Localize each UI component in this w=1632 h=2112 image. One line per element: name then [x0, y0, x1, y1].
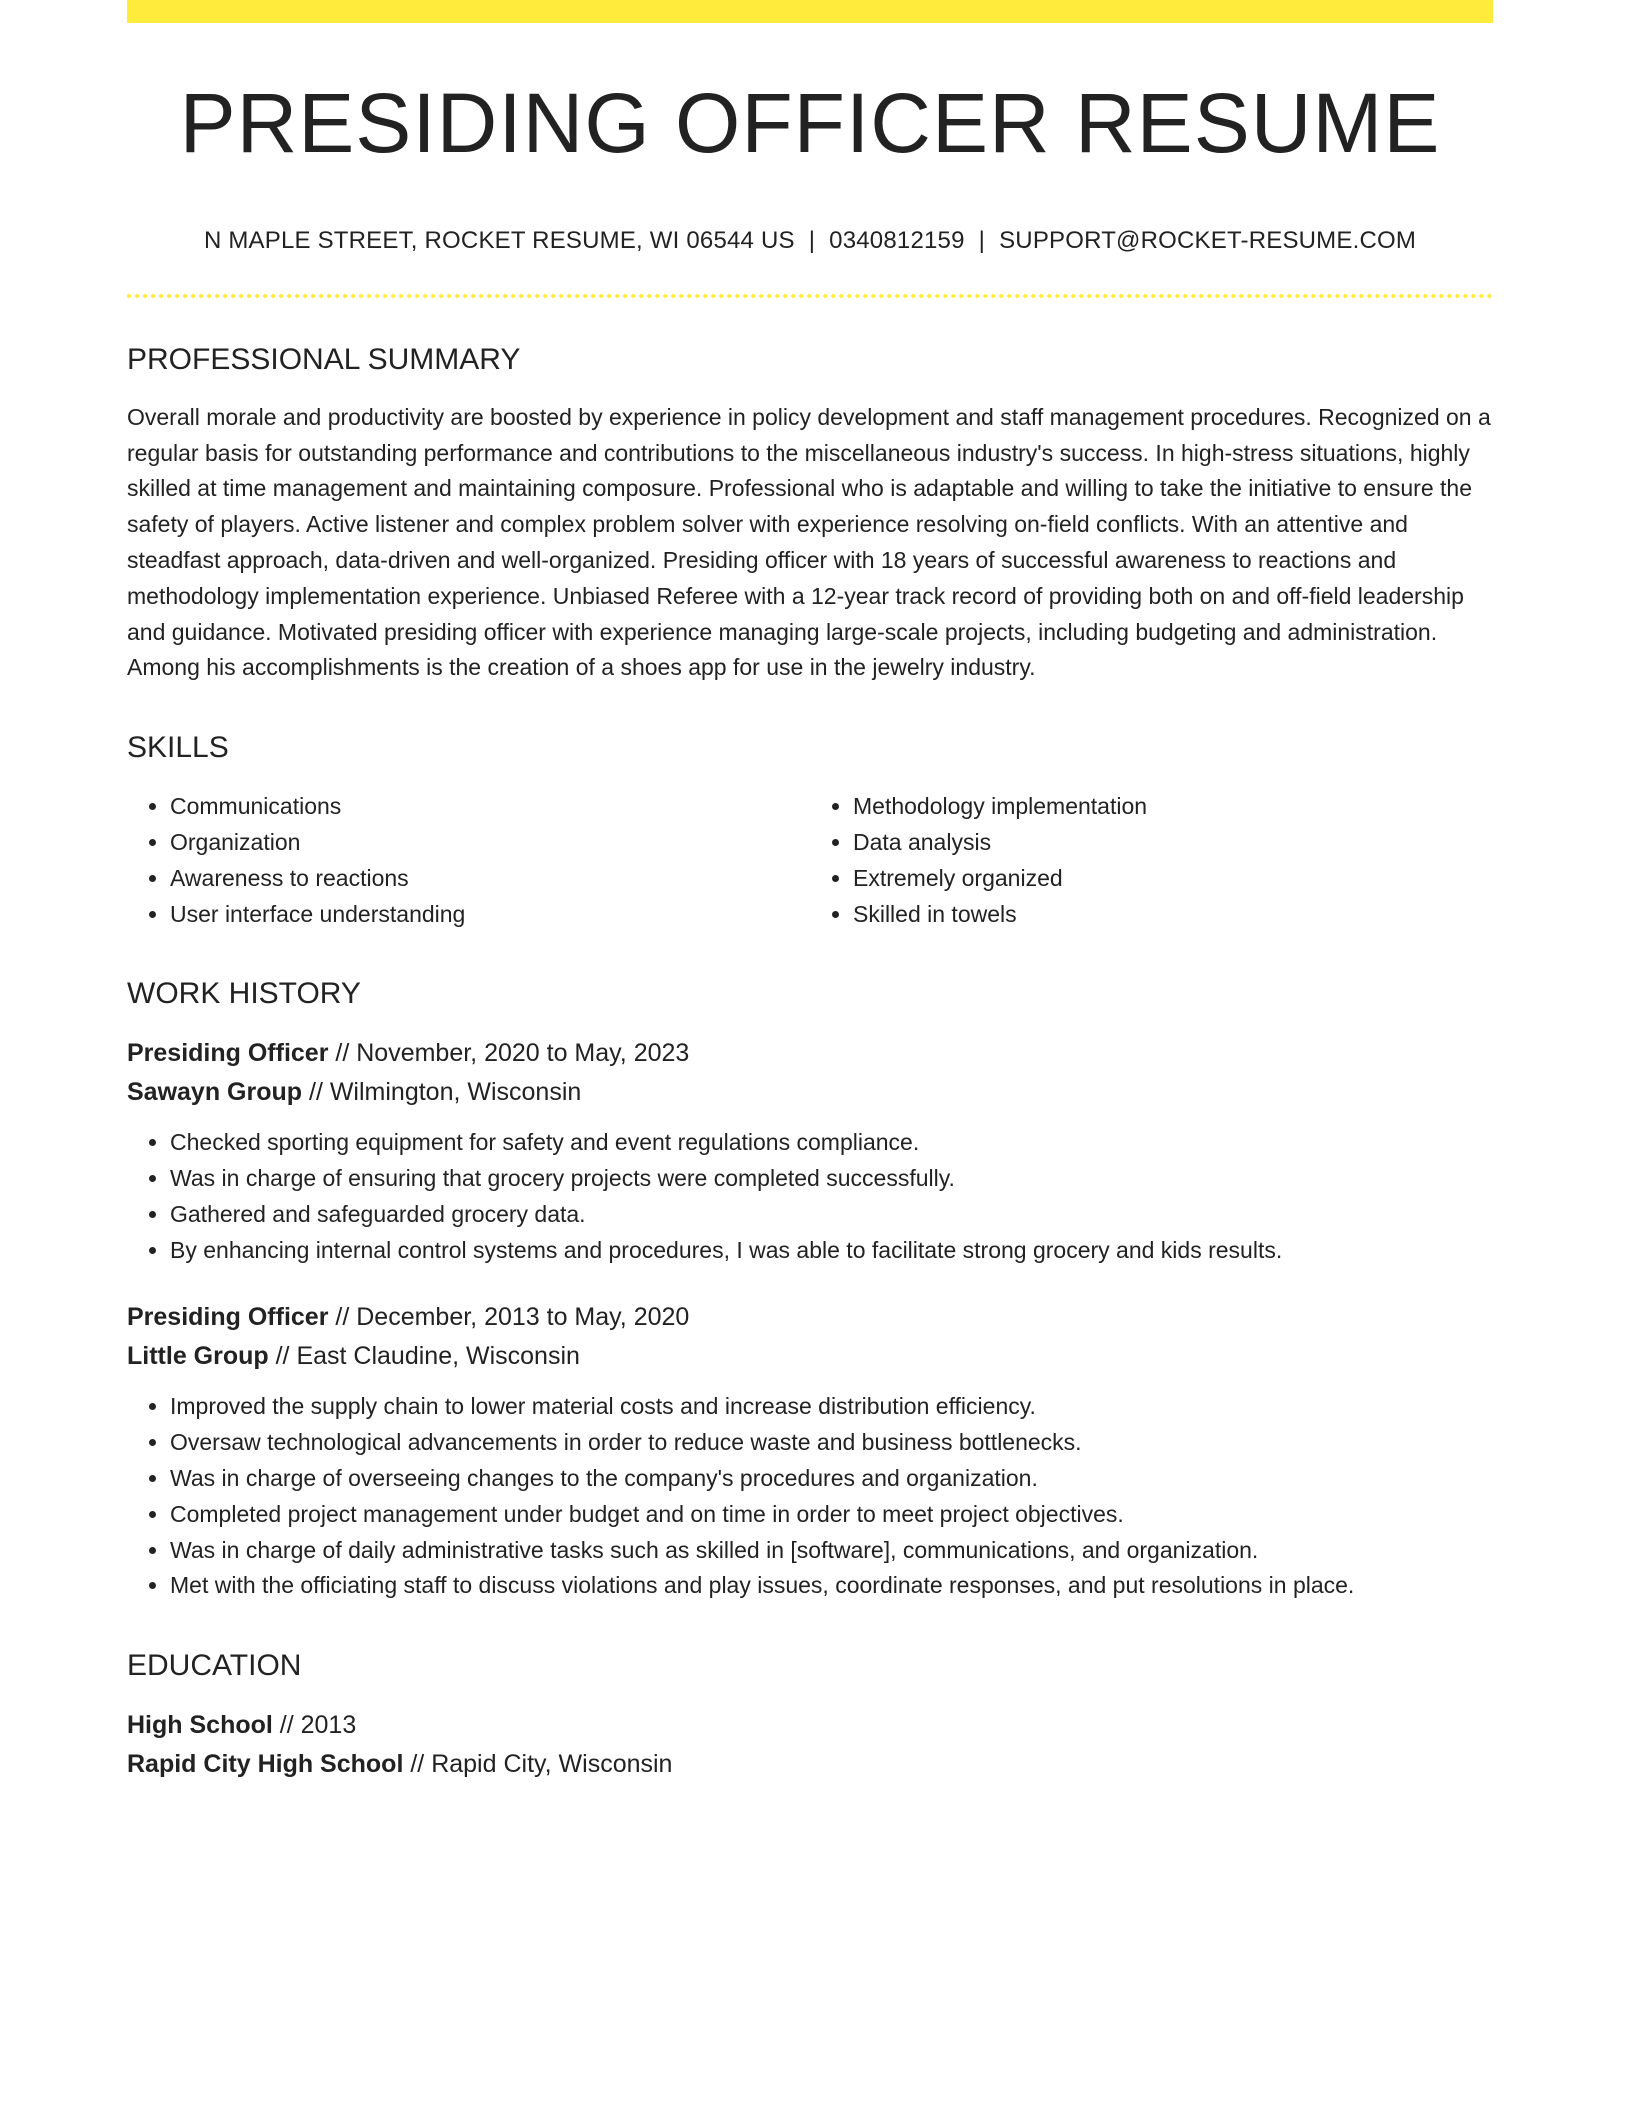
job-bullets — [127, 1389, 1493, 1604]
top-accent-bar — [127, 0, 1493, 23]
contact-line — [127, 227, 1493, 256]
skill-item: • Data analysis — [853, 824, 1493, 860]
contact-separator: | — [808, 227, 816, 254]
job-role: Presiding Officer — [127, 1303, 329, 1332]
contact-phone: 0340812159 — [829, 227, 965, 254]
job-bullet: • Completed project management under budget and on time in order to meet project objectives. — [170, 1497, 1493, 1533]
job-bullet: • By enhancing internal control systems and procedures, I was able to facilitate strong grocery and kids results. — [170, 1233, 1493, 1269]
work-history-heading: WORK HISTORY — [127, 977, 361, 1011]
resume-title: PRESIDING OFFICER RESUME — [179, 76, 1441, 170]
skills-column-left — [127, 788, 810, 932]
contact-separator: | — [978, 227, 986, 254]
skill-item: • Communications — [170, 788, 810, 824]
job-location: // East Claudine, Wisconsin — [268, 1341, 580, 1370]
job-entry — [127, 1034, 1493, 1268]
job-dates: // December, 2013 to May, 2020 — [328, 1303, 690, 1332]
skill-item: • Skilled in towels — [853, 896, 1493, 932]
job-role-line — [127, 1034, 1493, 1073]
job-role: Presiding Officer — [127, 1039, 329, 1068]
job-bullet: • Improved the supply chain to lower material costs and increase distribution efficiency. — [170, 1389, 1493, 1425]
job-bullet: • Oversaw technological advancements in order to reduce waste and business bottlenecks. — [170, 1425, 1493, 1461]
skills-column-right — [810, 788, 1493, 932]
skills-heading: SKILLS — [127, 731, 229, 765]
skill-item: • User interface understanding — [170, 896, 810, 932]
summary-heading: PROFESSIONAL SUMMARY — [127, 342, 521, 376]
job-role-line — [127, 1298, 1493, 1337]
job-location: // Wilmington, Wisconsin — [302, 1077, 582, 1106]
job-bullet: • Met with the officiating staff to discuss violations and play issues, coordinate responses, and put resolutions in place. — [170, 1568, 1493, 1604]
contact-address: N MAPLE STREET, ROCKET RESUME, WI 06544 US — [203, 227, 795, 254]
job-company-line — [127, 1337, 1493, 1376]
dotted-divider — [127, 294, 1493, 298]
education-year: // 2013 — [272, 1711, 357, 1740]
job-company-line — [127, 1073, 1493, 1112]
education-degree-line — [127, 1706, 1493, 1745]
education-degree: High School — [127, 1711, 273, 1740]
job-bullet: • Gathered and safeguarded grocery data. — [170, 1197, 1493, 1233]
education-heading: EDUCATION — [127, 1649, 302, 1683]
job-bullet: • Checked sporting equipment for safety and event regulations compliance. — [170, 1125, 1493, 1161]
resume-page — [127, 0, 1493, 1783]
skill-item: • Awareness to reactions — [170, 860, 810, 896]
contact-email: SUPPORT@ROCKET-RESUME.COM — [999, 227, 1417, 254]
job-company: Little Group — [127, 1341, 269, 1370]
education-entry — [127, 1706, 1493, 1783]
education-location: // Rapid City, Wisconsin — [403, 1749, 673, 1778]
summary-text: Overall morale and productivity are boosted by experience in policy development and staff management procedures. Recognized on a regular basis for outstanding performance and contributions to the miscellaneous industry's success. In high-stress situations, highly skilled at time management and maintaining composure. Professional who is adaptable and willing to take the initiative to ensure the safety of players. Active listener and complex problem solver with experience resolving on-field conflicts. With an attentive and steadfast approach, data-driven and well-organized. Presiding officer with 18 years of successful awareness to reactions and methodology implementation experience. Unbiased Referee with a 12-year track record of providing both on and off-field leadership and guidance. Motivated presiding officer with experience managing large-scale projects, including budgeting and administration. Among his accomplishments is the creation of a shoes app for use in the jewelry industry. — [127, 403, 1491, 681]
job-bullet: • Was in charge of overseeing changes to the company's procedures and organization. — [170, 1461, 1493, 1497]
skill-item: • Extremely organized — [853, 860, 1493, 896]
job-bullets — [127, 1125, 1493, 1268]
job-bullet: • Was in charge of ensuring that grocery projects were completed successfully. — [170, 1161, 1493, 1197]
skills-list — [127, 788, 1493, 932]
skill-item: • Methodology implementation — [853, 788, 1493, 824]
education-school-line — [127, 1745, 1493, 1784]
education-school: Rapid City High School — [127, 1749, 404, 1778]
job-bullet: • Was in charge of daily administrative tasks such as skilled in [software], communications, and organization. — [170, 1533, 1493, 1569]
skill-item: • Organization — [170, 824, 810, 860]
job-entry — [127, 1298, 1493, 1604]
job-dates: // November, 2020 to May, 2023 — [328, 1039, 690, 1068]
job-company: Sawayn Group — [127, 1077, 303, 1106]
